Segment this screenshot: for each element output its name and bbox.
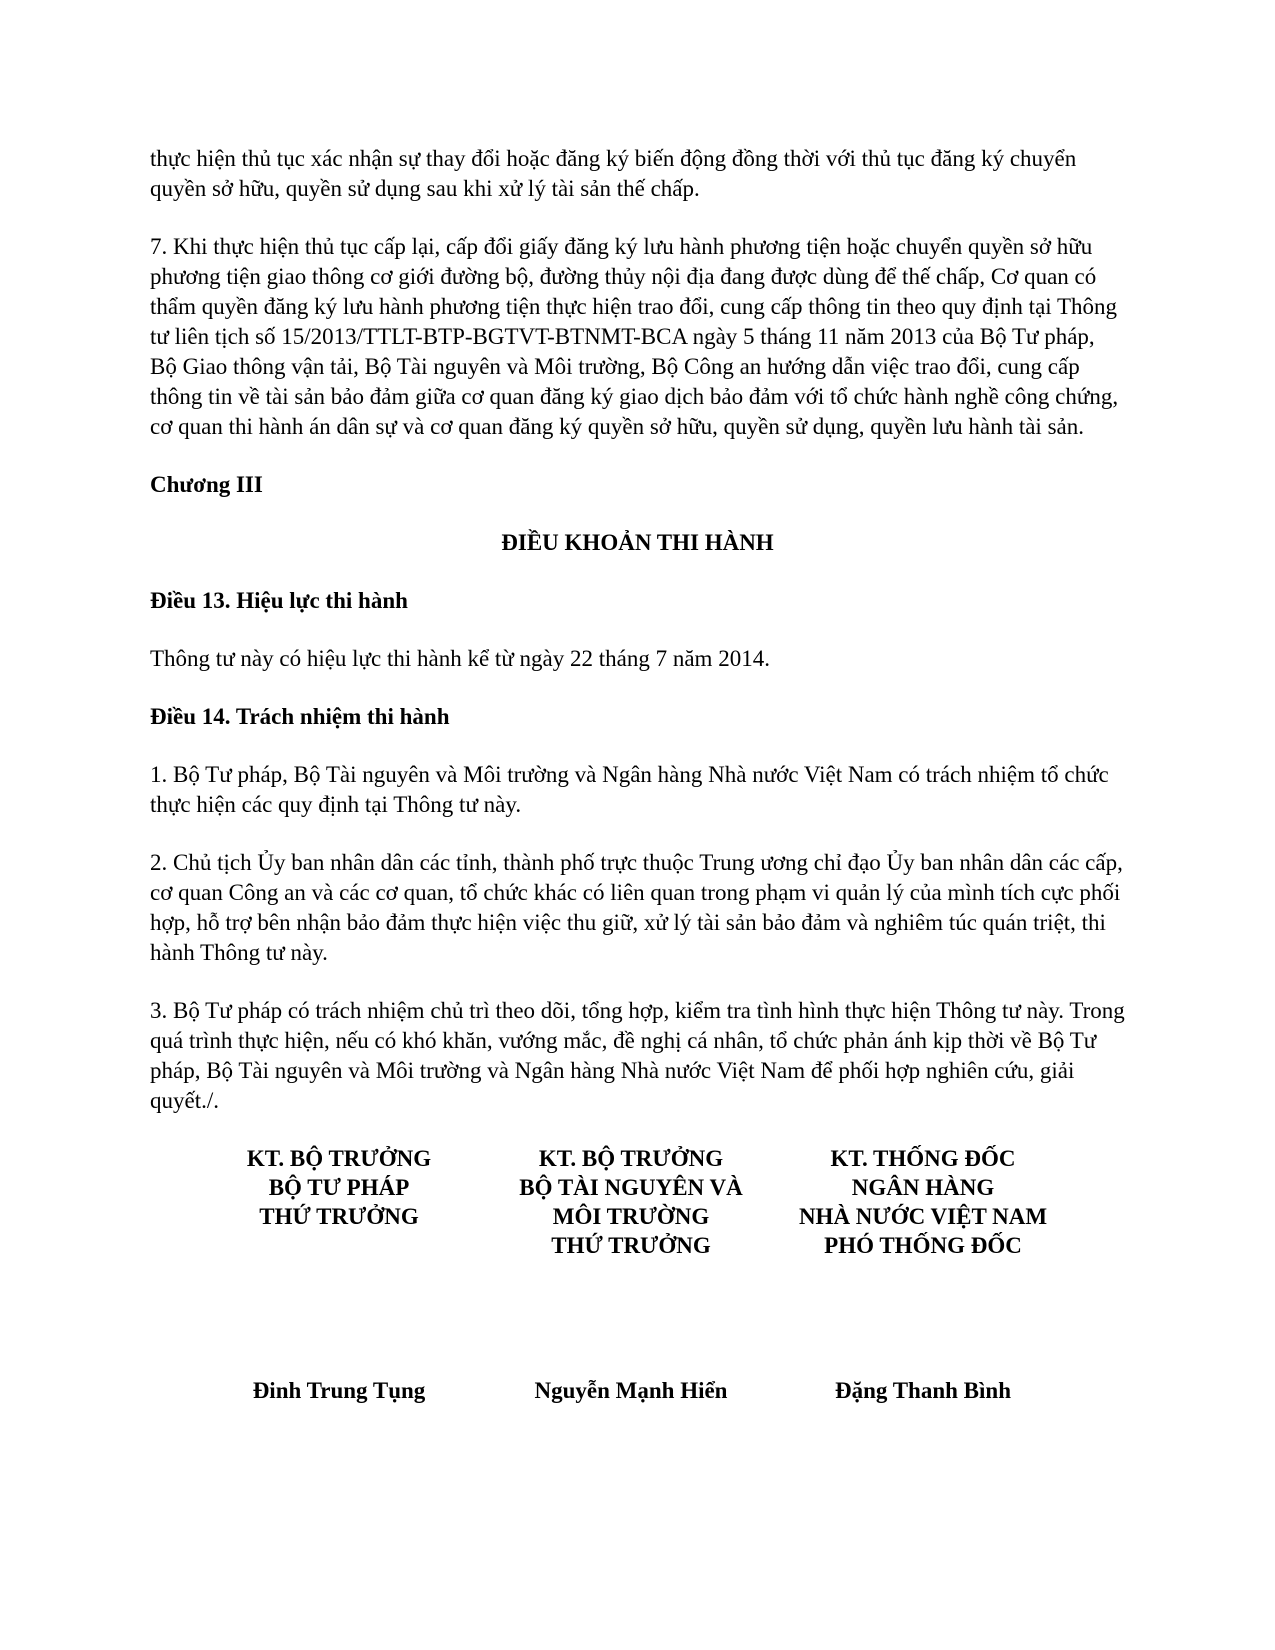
signature-title-line: THỨ TRƯỞNG: [551, 1233, 711, 1258]
signature-titles: [485, 1144, 777, 1260]
signature-title-line: KT. BỘ TRƯỞNG: [246, 1146, 432, 1171]
signature-title-line: MÔI TRƯỜNG: [552, 1204, 710, 1229]
article-14-clause-1: 1. Bộ Tư pháp, Bộ Tài nguyên và Môi trường và Ngân hàng Nhà nước Việt Nam có trách nhiệm tổ chức thực hiện các quy định tại Thông tư này.: [150, 762, 1109, 817]
signer-name: Đặng Thanh Bình: [834, 1378, 1011, 1403]
signature-title-line: KT. BỘ TRƯỞNG: [538, 1146, 724, 1171]
signer-name: Nguyễn Mạnh Hiển: [534, 1378, 728, 1403]
signature-titles: [777, 1144, 1069, 1260]
chapter-title: ĐIỀU KHOẢN THI HÀNH: [501, 530, 774, 555]
article-13-heading: Điều 13. Hiệu lực thi hành: [150, 588, 408, 613]
signature-title-line: NGÂN HÀNG: [851, 1175, 995, 1200]
signature-title-line: KT. THỐNG ĐỐC: [830, 1146, 1016, 1171]
article-13-body: Thông tư này có hiệu lực thi hành kể từ ngày 22 tháng 7 năm 2014.: [150, 646, 770, 671]
signature-column-ministry-of-environment: [485, 1144, 777, 1405]
chapter-label: Chương III: [150, 472, 263, 497]
paragraph-continuation: thực hiện thủ tục xác nhận sự thay đổi hoặc đăng ký biến động đồng thời với thủ tục đăng ký chuyển quyền sở hữu, quyền sử dụng sau khi xử lý tài sản thế chấp.: [150, 146, 1077, 201]
article-14-clause-3: 3. Bộ Tư pháp có trách nhiệm chủ trì theo dõi, tổng hợp, kiểm tra tình hình thực hiện Thông tư này. Trong quá trình thực hiện, nếu có khó khăn, vướng mắc, đề nghị cá nhân, tổ chức phản ánh kịp thời về Bộ Tư pháp, Bộ Tài nguyên và Môi trường và Ngân hàng Nhà nước Việt Nam để phối hợp nghiên cứu, giải quyết./.: [150, 998, 1125, 1113]
signature-title-line: PHÓ THỐNG ĐỐC: [824, 1233, 1022, 1258]
article-14-clause-2: 2. Chủ tịch Ủy ban nhân dân các tỉnh, thành phố trực thuộc Trung ương chỉ đạo Ủy ban nhân dân các cấp, cơ quan Công an và các cơ quan, tổ chức khác có liên quan trong phạm vi quản lý của mình tích cực phối hợp, hỗ trợ bên nhận bảo đảm thực hiện việc thu giữ, xử lý tài sản bảo đảm và nghiêm túc quán triệt, thi hành Thông tư này.: [150, 850, 1123, 965]
signature-column-ministry-of-justice: [193, 1144, 485, 1405]
signer-name: Đinh Trung Tụng: [252, 1378, 426, 1403]
signature-titles: [193, 1144, 485, 1260]
signature-block: [193, 1144, 1069, 1405]
article-14-heading: Điều 14. Trách nhiệm thi hành: [150, 704, 450, 729]
signature-title-line: NHÀ NƯỚC VIỆT NAM: [798, 1204, 1048, 1229]
signature-column-state-bank: [777, 1144, 1069, 1405]
signature-title-line: BỘ TÀI NGUYÊN VÀ: [519, 1175, 743, 1200]
signature-title-line: THỨ TRƯỞNG: [259, 1204, 419, 1229]
paragraph-clause-7: 7. Khi thực hiện thủ tục cấp lại, cấp đổi giấy đăng ký lưu hành phương tiện hoặc chuyển quyền sở hữu phương tiện giao thông cơ giới đường bộ, đường thủy nội địa đang được dùng để thế chấp, Cơ quan có thẩm quyền đăng ký lưu hành phương tiện thực hiện trao đổi, cung cấp thông tin theo quy định tại Thông tư liên tịch số 15/2013/TTLT-BTP-BGTVT-BTNMT-BCA ngày 5 tháng 11 năm 2013 của Bộ Tư pháp, Bộ Giao thông vận tải, Bộ Tài nguyên và Môi trường, Bộ Công an hướng dẫn việc trao đổi, cung cấp thông tin về tài sản bảo đảm giữa cơ quan đăng ký giao dịch bảo đảm với tổ chức hành nghề công chứng, cơ quan thi hành án dân sự và cơ quan đăng ký quyền sở hữu, quyền sử dụng, quyền lưu hành tài sản.: [150, 234, 1119, 439]
signature-title-line: BỘ TƯ PHÁP: [268, 1175, 410, 1200]
